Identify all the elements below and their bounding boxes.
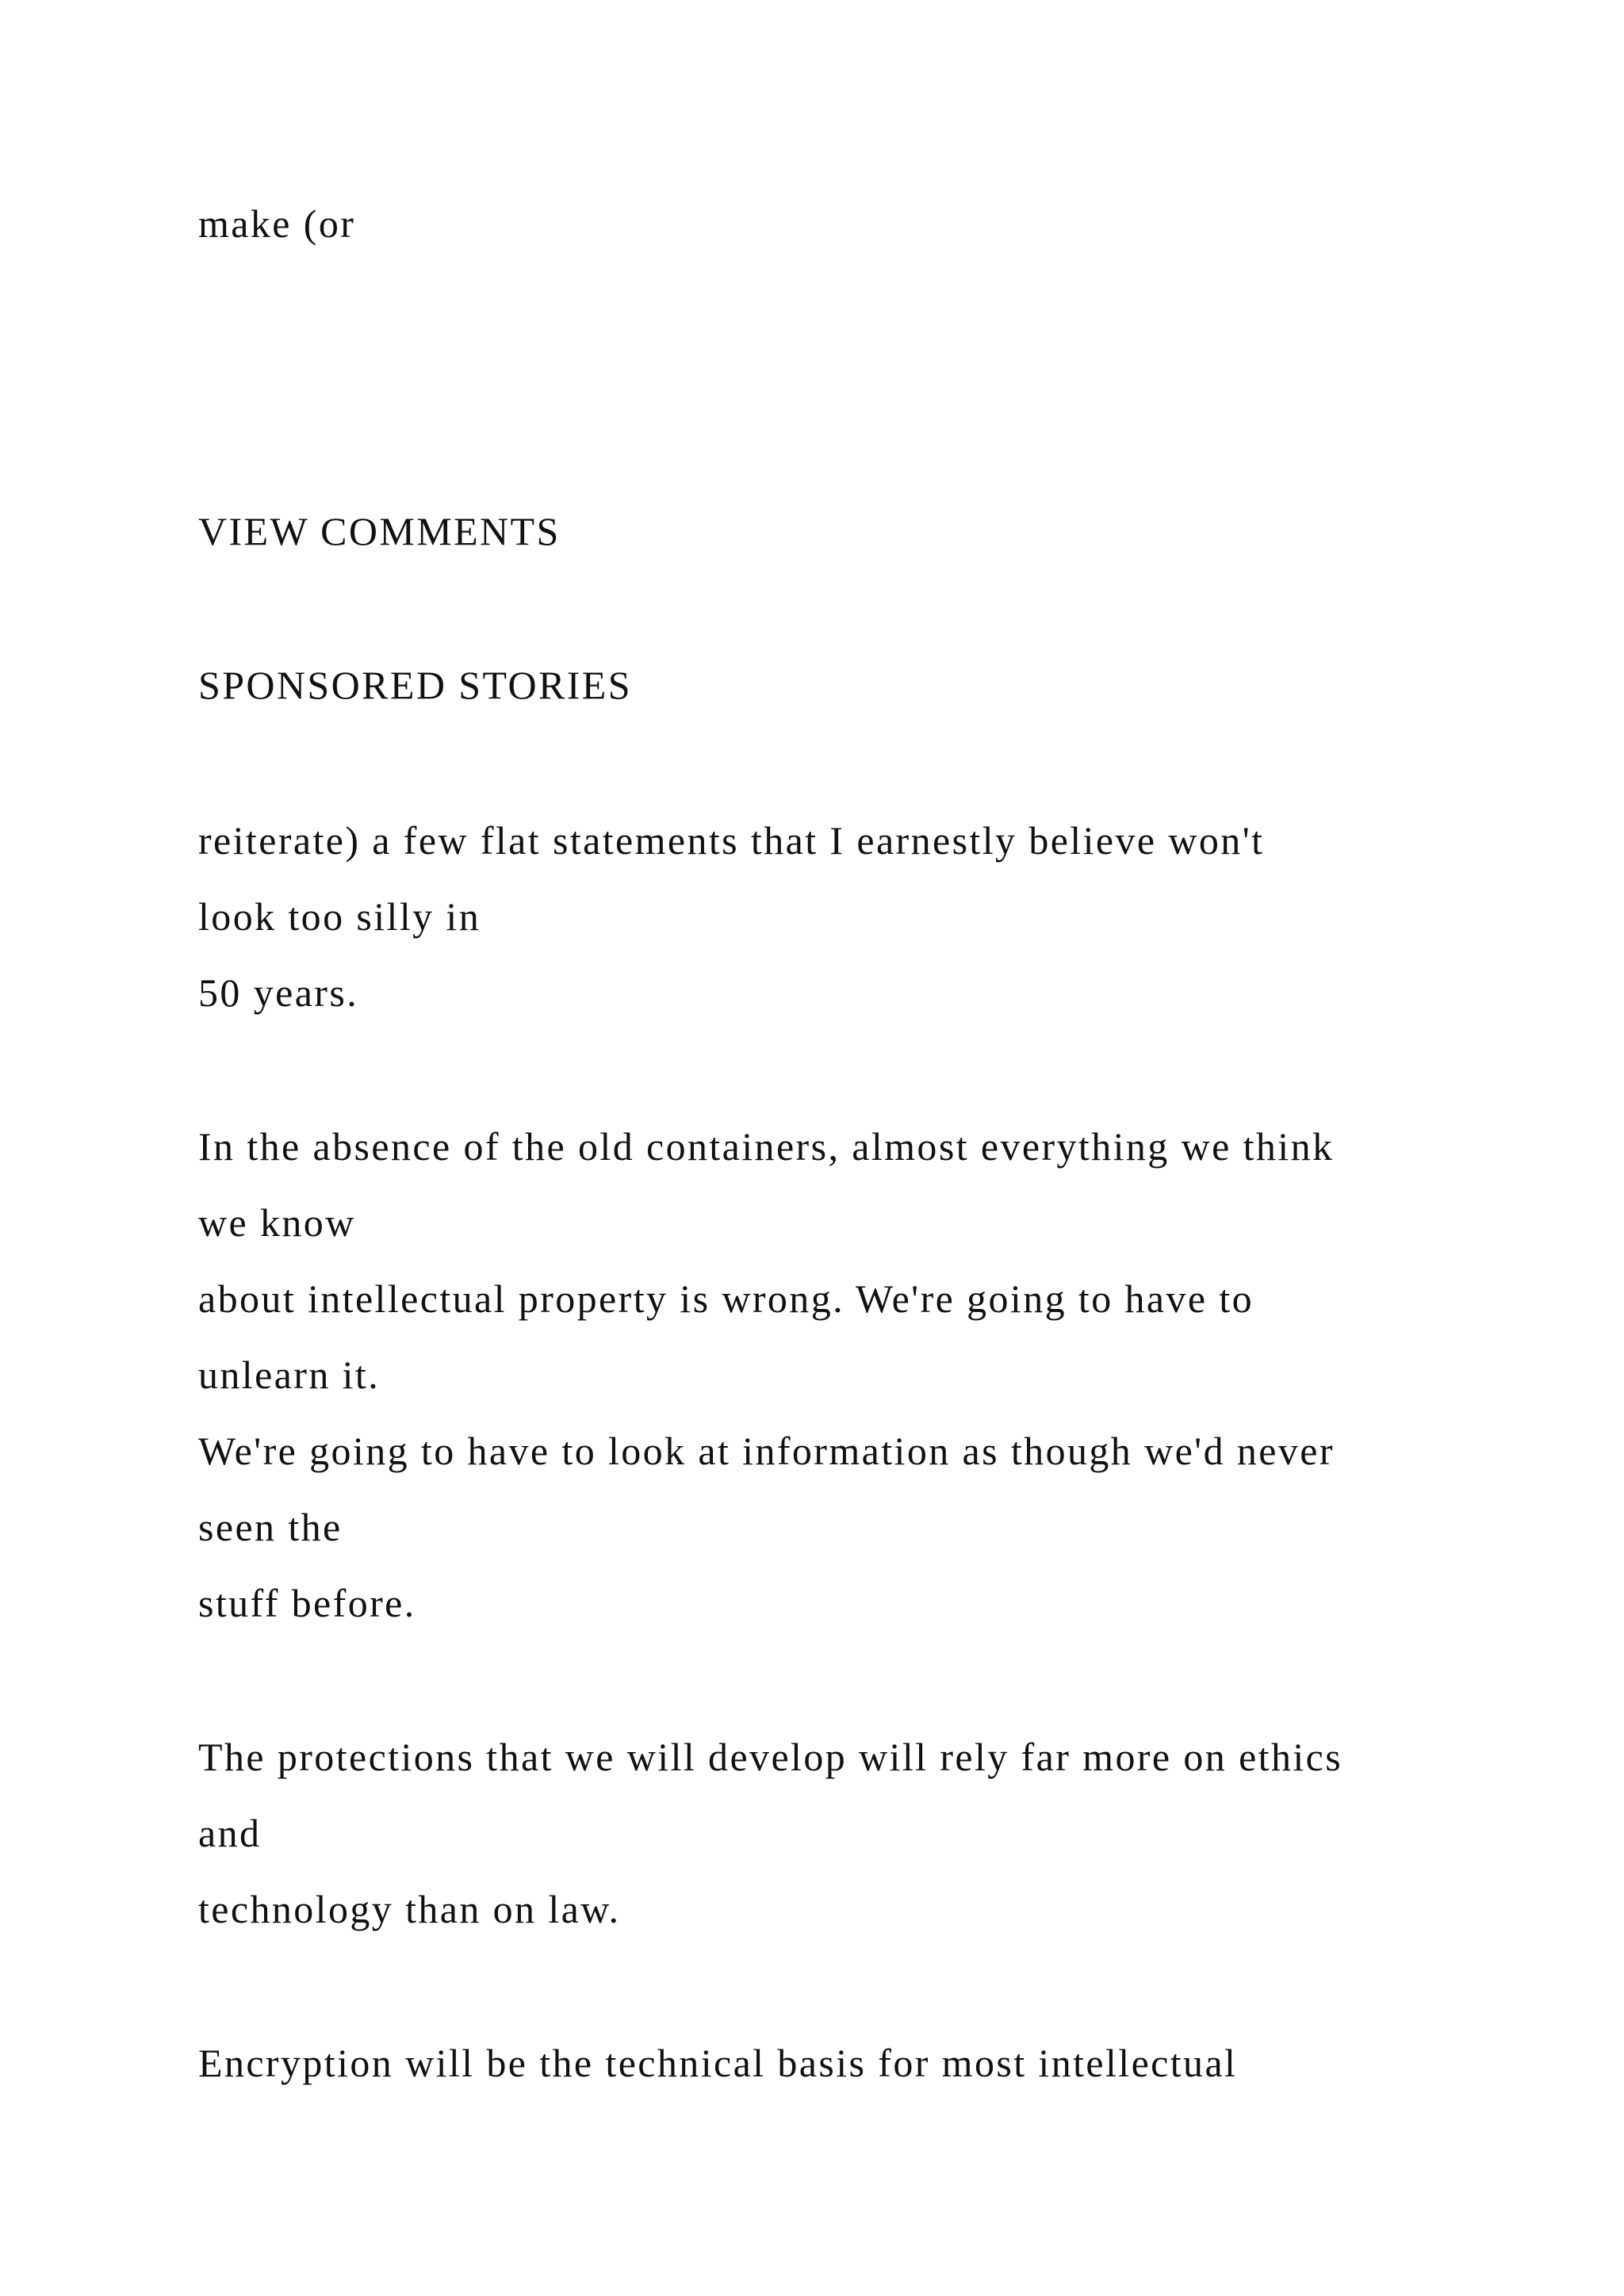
paragraph-2-line-6: seen the <box>198 1505 343 1549</box>
paragraph-4-line-1: Encryption will be the technical basis for most intellectual <box>198 2041 1238 2085</box>
intro-text: make (or <box>198 201 356 246</box>
paragraph-2-line-7: stuff before. <box>198 1581 416 1625</box>
sponsored-stories-heading: SPONSORED STORIES <box>198 663 632 707</box>
paragraph-1-line-1: reiterate) a few flat statements that I earnestly believe won't <box>198 818 1265 863</box>
paragraph-1-line-2: look too silly in <box>198 894 481 939</box>
view-comments-link[interactable]: VIEW COMMENTS <box>198 509 561 553</box>
paragraph-2-line-1: In the absence of the old containers, almost everything we think <box>198 1124 1335 1169</box>
paragraph-3-line-2: and <box>198 1811 262 1855</box>
paragraph-1-line-3: 50 years. <box>198 970 359 1015</box>
paragraph-2-line-3: about intellectual property is wrong. We're going to have to <box>198 1276 1254 1321</box>
paragraph-2-line-5: We're going to have to look at information as though we'd never <box>198 1429 1335 1473</box>
paragraph-3-line-1: The protections that we will develop will rely far more on ethics <box>198 1735 1343 1779</box>
paragraph-3-line-3: technology than on law. <box>198 1887 621 1931</box>
paragraph-2-line-4: unlearn it. <box>198 1353 381 1397</box>
paragraph-2-line-2: we know <box>198 1200 356 1245</box>
